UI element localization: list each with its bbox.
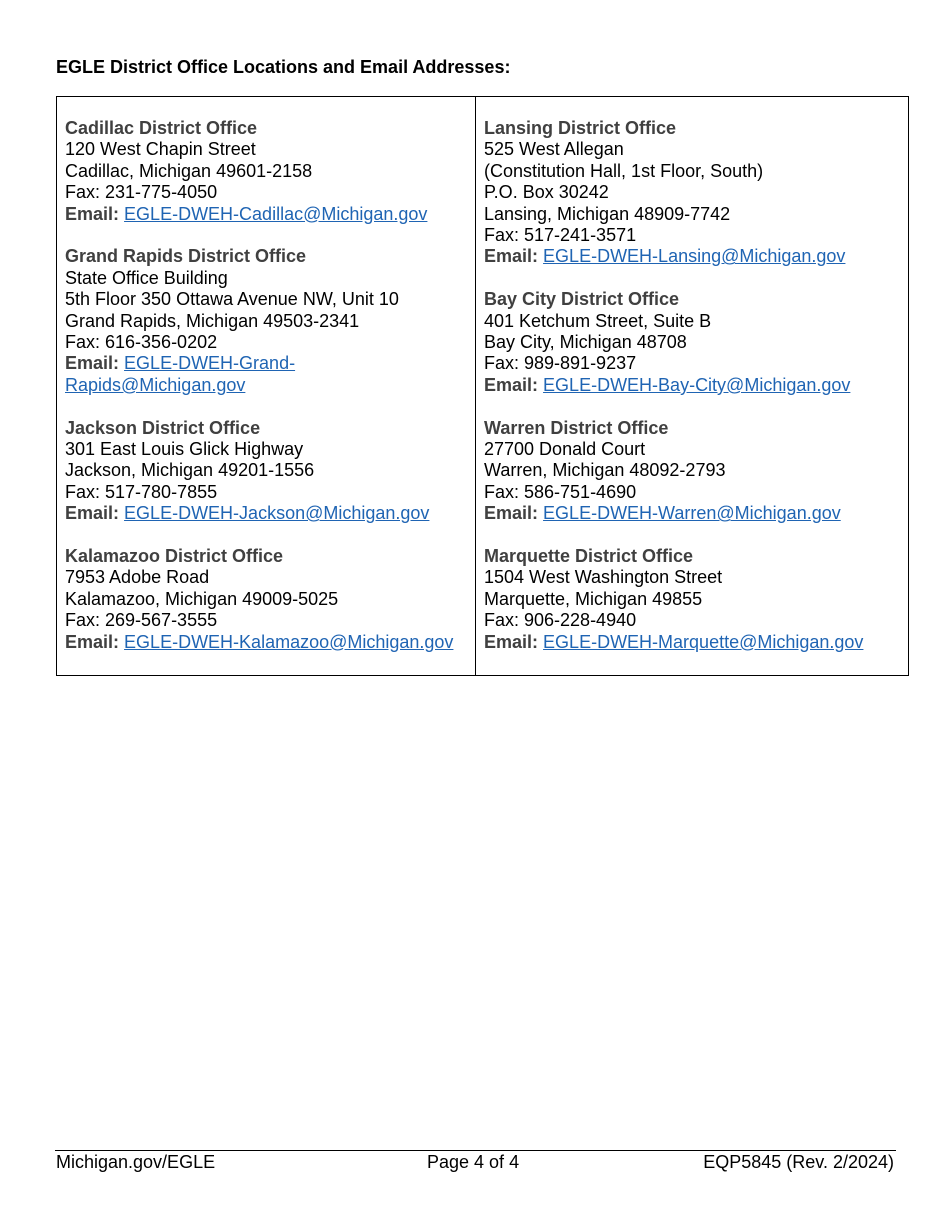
office-fax: Fax: 517-780-7855 [65, 481, 218, 502]
office-address-line: P.O. Box 30242 [484, 182, 609, 203]
office-address-line: 27700 Donald Court [484, 439, 646, 460]
office-name: Warren District Office [484, 417, 669, 438]
office-grand-rapids [65, 246, 475, 396]
office-address-line: 7953 Adobe Road [65, 567, 210, 588]
office-address-line: 1504 West Washington Street [484, 567, 723, 588]
email-link-lansing[interactable]: EGLE-DWEH-Lansing@Michigan.gov [543, 246, 846, 267]
footer-divider [55, 1150, 896, 1151]
office-cadillac [65, 118, 475, 225]
office-kalamazoo [65, 546, 475, 653]
office-address-line: Kalamazoo, Michigan 49009-5025 [65, 588, 339, 609]
office-address-line: Marquette, Michigan 49855 [484, 588, 703, 609]
office-table [56, 96, 909, 676]
office-fax: Fax: 231-775-4050 [65, 182, 218, 203]
email-link-warren[interactable]: EGLE-DWEH-Warren@Michigan.gov [543, 503, 841, 524]
office-name: Kalamazoo District Office [65, 546, 284, 567]
office-warren [484, 418, 908, 525]
email-label: Email: [484, 246, 539, 267]
email-link-kalamazoo[interactable]: EGLE-DWEH-Kalamazoo@Michigan.gov [124, 631, 454, 652]
office-column-left [57, 97, 476, 675]
office-address-line: Cadillac, Michigan 49601-2158 [65, 160, 313, 181]
office-jackson [65, 418, 475, 525]
footer-website: Michigan.gov/EGLE [56, 1152, 216, 1172]
office-lansing [484, 118, 908, 268]
office-name: Bay City District Office [484, 289, 680, 310]
office-email-row [484, 632, 908, 653]
email-label: Email: [65, 631, 120, 652]
email-label: Email: [484, 374, 539, 395]
footer-form-id: EQP5845 (Rev. 2/2024) [703, 1152, 894, 1172]
page-heading: EGLE District Office Locations and Email Addresses: [56, 57, 511, 77]
office-email-row [65, 204, 475, 225]
email-link-bay-city[interactable]: EGLE-DWEH-Bay-City@Michigan.gov [543, 374, 851, 395]
office-address-line: Lansing, Michigan 48909-7742 [484, 203, 731, 224]
office-address-line: Jackson, Michigan 49201-1556 [65, 460, 315, 481]
email-label: Email: [65, 203, 120, 224]
office-address-line: Warren, Michigan 48092-2793 [484, 460, 726, 481]
email-link-grand-rapids[interactable]: EGLE-DWEH-Grand-Rapids@Michigan.gov [65, 353, 296, 395]
office-fax: Fax: 989-891-9237 [484, 353, 637, 374]
office-column-right [476, 97, 908, 675]
office-bay-city [484, 289, 908, 396]
office-address-line: Grand Rapids, Michigan 49503-2341 [65, 310, 360, 331]
footer-page-number: Page 4 of 4 [427, 1152, 520, 1172]
office-email-row [65, 632, 475, 653]
office-name: Cadillac District Office [65, 118, 258, 138]
office-fax: Fax: 517-241-3571 [484, 225, 637, 246]
office-email-row [484, 246, 908, 267]
office-address-line: 525 West Allegan [484, 139, 624, 160]
office-marquette [484, 546, 908, 653]
office-fax: Fax: 906-228-4940 [484, 610, 637, 631]
office-fax: Fax: 586-751-4690 [484, 481, 637, 502]
office-address-line: 120 West Chapin Street [65, 139, 256, 160]
office-name: Lansing District Office [484, 118, 677, 138]
office-address-line: 301 East Louis Glick Highway [65, 439, 304, 460]
office-address-line: Bay City, Michigan 48708 [484, 332, 687, 353]
office-address-line: State Office Building [65, 267, 228, 288]
email-label: Email: [65, 503, 120, 524]
email-label: Email: [65, 353, 120, 374]
email-link-jackson[interactable]: EGLE-DWEH-Jackson@Michigan.gov [124, 503, 430, 524]
office-name: Marquette District Office [484, 546, 694, 567]
email-label: Email: [484, 631, 539, 652]
email-link-cadillac[interactable]: EGLE-DWEH-Cadillac@Michigan.gov [124, 203, 428, 224]
email-label: Email: [484, 503, 539, 524]
office-email-row [484, 503, 908, 524]
office-name: Jackson District Office [65, 417, 261, 438]
office-email-row [65, 503, 475, 524]
office-email-row [65, 353, 325, 396]
email-link-marquette[interactable]: EGLE-DWEH-Marquette@Michigan.gov [543, 631, 864, 652]
office-email-row [484, 375, 908, 396]
office-fax: Fax: 269-567-3555 [65, 610, 218, 631]
office-fax: Fax: 616-356-0202 [65, 332, 218, 353]
office-address-line: (Constitution Hall, 1st Floor, South) [484, 160, 764, 181]
office-address-line: 5th Floor 350 Ottawa Avenue NW, Unit 10 [65, 289, 399, 310]
office-address-line: 401 Ketchum Street, Suite B [484, 310, 712, 331]
office-name: Grand Rapids District Office [65, 246, 307, 267]
